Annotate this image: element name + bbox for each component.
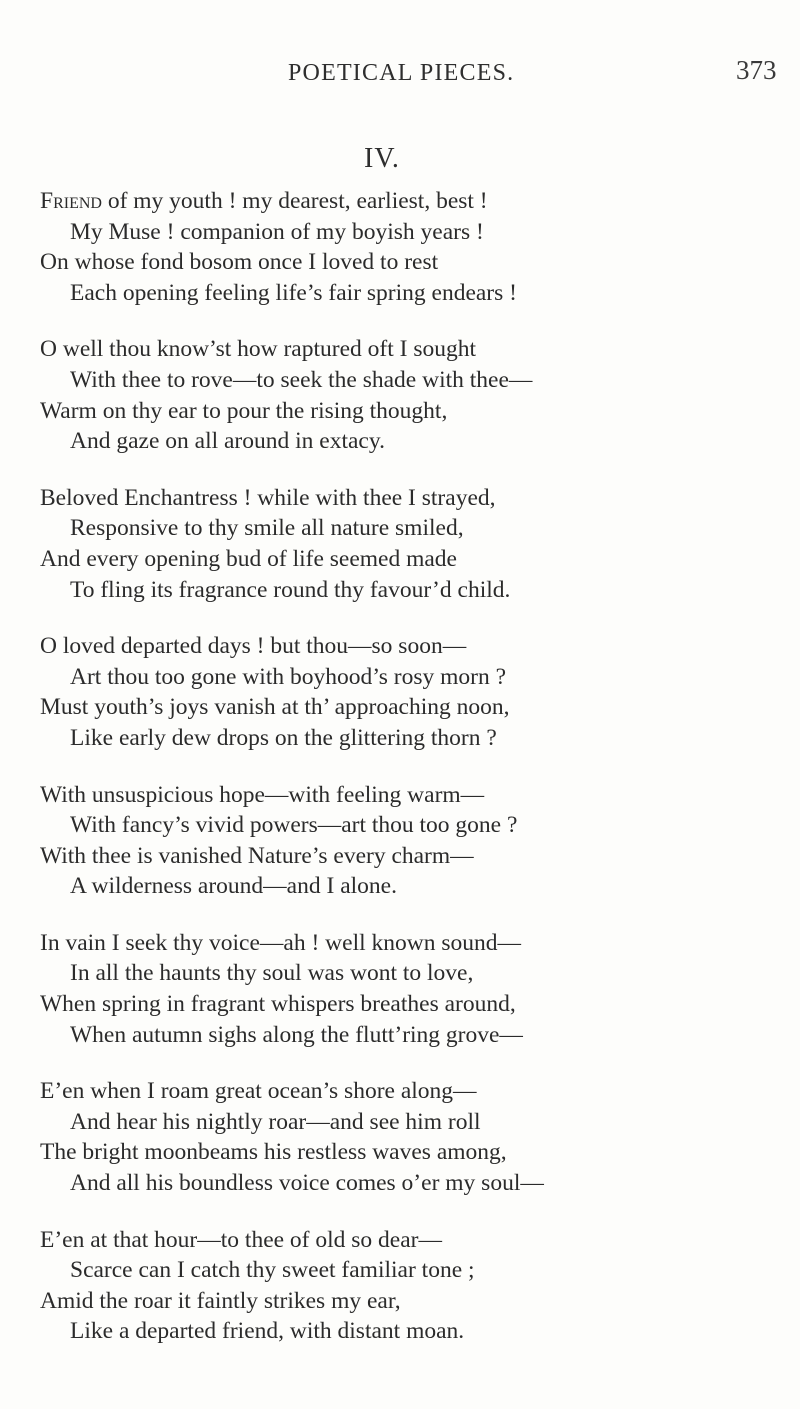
poem-line: And hear his nightly roar—and see him roll (70, 1108, 481, 1135)
poem-line: Amid the roar it faintly strikes my ear, (40, 1287, 401, 1314)
poem-line: With unsuspicious hope—with feeling warm— (40, 781, 485, 808)
poem-line: To fling its fragrance round thy favour’d child. (70, 576, 511, 603)
poem-line-text: of my youth ! my dearest, earliest, best ! (101, 188, 488, 214)
poem-line (40, 186, 800, 217)
poem-line: Beloved Enchantress ! while with thee I strayed, (40, 484, 496, 511)
poem-line: On whose fond bosom once I loved to rest (40, 249, 439, 276)
poem-line: In vain I seek thy voice—ah ! well known sound— (40, 929, 521, 956)
poem-line: Must youth’s joys vanish at th’ approaching noon, (40, 694, 510, 721)
page-number: 373 (736, 55, 777, 85)
poem-line: E’en when I roam great ocean’s shore along— (40, 1078, 477, 1105)
poem-line: The bright moonbeams his restless waves among, (40, 1139, 507, 1166)
poem-line: With fancy’s vivid powers—art thou too gone ? (70, 812, 518, 839)
poem-line: E’en at that hour—to thee of old so dear— (40, 1226, 442, 1253)
poem-line: And gaze on all around in extacy. (70, 428, 385, 455)
stanza-4 (40, 631, 800, 753)
poem-line: And all his boundless voice comes o’er my soul— (70, 1170, 544, 1197)
stanza-7 (40, 1076, 800, 1198)
poem-line: My Muse ! companion of my boyish years ! (70, 218, 484, 245)
poem-line: Responsive to thy smile all nature smiled, (70, 515, 464, 542)
poem-line: With thee to rove—to seek the shade with thee— (70, 366, 533, 393)
poem-line: And every opening bud of life seemed made (40, 545, 457, 572)
poem-line: Warm on thy ear to pour the rising thought, (40, 397, 448, 424)
poem-line: When autumn sighs along the flutt’ring grove— (70, 1021, 523, 1048)
stanza-5 (40, 780, 800, 902)
poem-line: Like early dew drops on the glittering thorn ? (70, 724, 497, 751)
opening-word: Friend (40, 188, 102, 214)
poem-line: When spring in fragrant whispers breathes around, (40, 991, 516, 1018)
poem-line: O well thou know’st how raptured oft I sought (40, 336, 477, 363)
poem-line: Art thou too gone with boyhood’s rosy morn ? (70, 663, 507, 690)
poem-line: With thee is vanished Nature’s every charm— (40, 842, 474, 869)
running-title: POETICAL PIECES. (288, 60, 515, 86)
stanza-1 (40, 186, 800, 308)
stanza-3 (40, 483, 800, 605)
stanza-8 (40, 1225, 800, 1347)
poem-number: IV. (364, 143, 400, 174)
stanza-6 (40, 928, 800, 1050)
poem-line: Each opening feeling life’s fair spring endears ! (70, 279, 517, 306)
poem-body (40, 186, 800, 1373)
poem-line: Like a departed friend, with distant moan. (70, 1318, 465, 1345)
stanza-2 (40, 334, 800, 456)
poem-line: A wilderness around—and I alone. (70, 873, 397, 900)
poem-line: O loved departed days ! but thou—so soon— (40, 633, 467, 660)
poem-line: In all the haunts thy soul was wont to love, (70, 960, 474, 987)
poem-line: Scarce can I catch thy sweet familiar tone ; (70, 1257, 475, 1284)
